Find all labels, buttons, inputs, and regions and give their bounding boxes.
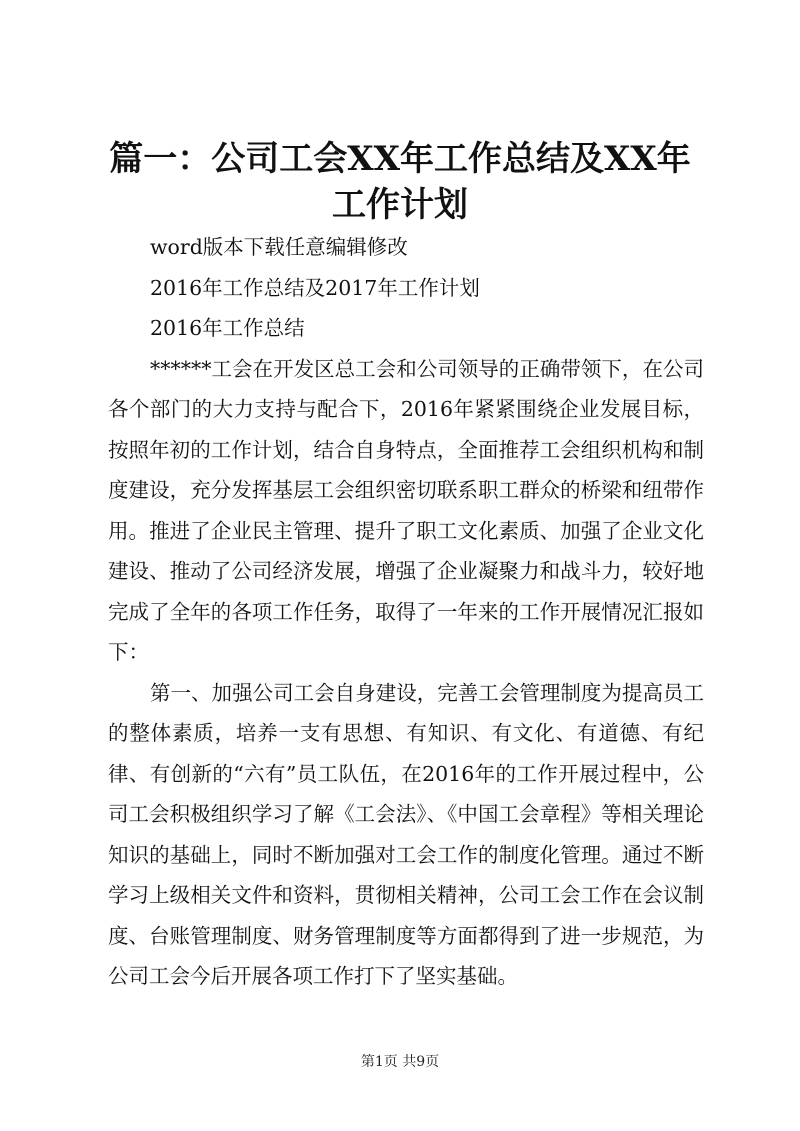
page-footer: 第1页 共9页	[360, 1054, 440, 1070]
document-title: 篇一：公司工会XX年工作总结及XX年工作计划	[109, 139, 691, 225]
subtitle-line-word-version: word版本下载任意编辑修改	[150, 235, 408, 259]
subtitle-line-summary-plan: 2016年工作总结及2017年工作计划	[150, 275, 480, 300]
paragraph-intro: ******工会在开发区总工会和公司领导的正确带领下，在公司各个部门的大力支持与配合下，2016年紧紧围绕企业发展目标，按照年初的工作计划，结合自身特点，全面推荐工会组织机构和制度建设，充分发挥基层工会组织密切联系职工群众的桥梁和纽带作用。推进了企业民主管理、提升了职工文化素质、加强了企业文化建设、推动了公司经济发展，增强了企业凝聚力和战斗力，较好地完成了全年的各项工作任务，取得了一年来的工作开展情况汇报如下：	[108, 356, 704, 664]
section-heading-summary: 2016年工作总结	[150, 316, 305, 340]
document-body	[108, 227, 704, 997]
paragraph-first-point: 第一、加强公司工会自身建设，完善工会管理制度为提高员工的整体素质，培养一支有思想、有知识、有文化、有道德、有纪律、有创新的“六有”员工队伍，在2016年的工作开展过程中，公司工会积极组织学习了解《工会法》、《中国工会章程》等相关理论知识的基础上，同时不断加强对工会工作的制度化管理。通过不断学习上级相关文件和资料，贯彻相关精神，公司工会工作在会议制度、台账管理制度、财务管理制度等方面都得到了进一步规范，为公司工会今后开展各项工作打下了坚实基础。	[108, 680, 704, 988]
